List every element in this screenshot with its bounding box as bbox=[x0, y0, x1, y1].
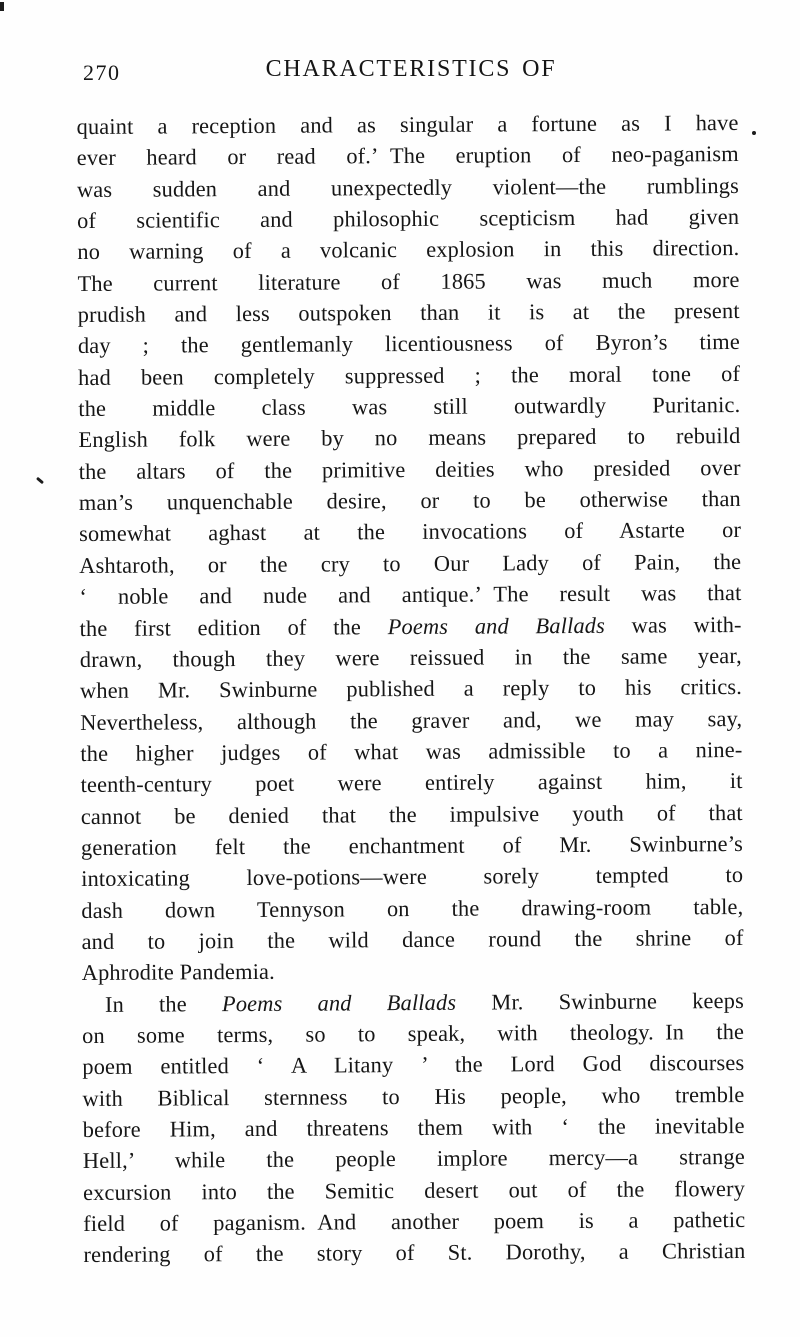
text-segment: rendering of the story of St. Dorothy, a Christian bbox=[83, 1238, 746, 1268]
text-segment: of scientific and philosophic scepticism had given bbox=[77, 204, 740, 234]
text-segment: Ashtaroth, or the cry to Our Lady of Pain, the bbox=[79, 548, 742, 578]
text-line bbox=[80, 703, 742, 738]
text-line bbox=[81, 922, 743, 957]
text-segment: teenth-century poet were entirely against him, it bbox=[80, 768, 743, 798]
text-segment: field of paganism. And another poem is a pathetic bbox=[83, 1206, 746, 1237]
text-line bbox=[79, 546, 741, 581]
text-segment: quaint a reception and as singular a fortune as I have bbox=[76, 109, 739, 140]
text-segment: had been completely suppressed ; the moral tone of bbox=[78, 360, 741, 390]
text-block bbox=[76, 107, 745, 1271]
text-segment: the altars of the primitive deities who presided over bbox=[78, 454, 741, 484]
text-segment: English folk were by no means prepared to rebuild bbox=[78, 423, 741, 453]
text-line bbox=[77, 232, 739, 267]
text-line bbox=[83, 1141, 745, 1176]
italic-text: Poems and Ballads bbox=[221, 989, 457, 1016]
text-segment: cannot be denied that the impulsive youth of that bbox=[80, 799, 743, 829]
running-header: CHARACTERISTICS OF bbox=[265, 56, 557, 82]
text-line bbox=[79, 483, 741, 518]
text-segment: ‘ noble and nude and antique.’ The result was that bbox=[79, 580, 742, 610]
text-line bbox=[77, 138, 739, 173]
text-line bbox=[80, 734, 742, 769]
text-line bbox=[83, 1173, 745, 1208]
page-header bbox=[80, 54, 742, 88]
text-segment: excursion into the Semitic desert out of the flowery bbox=[82, 1175, 746, 1205]
text-line bbox=[78, 326, 740, 361]
text-segment: before Him, and threatens them with ‘ the inevitable bbox=[82, 1112, 745, 1143]
text-line bbox=[83, 1204, 745, 1239]
text-segment: day ; the gentlemanly licentiousness of Byron’s time bbox=[77, 329, 740, 359]
text-segment: was sudden and unexpectedly violent—the rumblings bbox=[76, 172, 740, 202]
text-segment: The current literature of 1865 was much more bbox=[77, 266, 740, 296]
text-line bbox=[78, 358, 740, 393]
text-segment: the higher judges of what was admissible to a nine- bbox=[80, 736, 743, 766]
paragraph bbox=[76, 107, 743, 989]
text-line bbox=[80, 671, 742, 706]
text-segment: Aphrodite Pandemia. bbox=[81, 959, 275, 986]
ink-speck bbox=[0, 2, 4, 11]
text-segment: poem entitled ‘ A Litany ’ the Lord God discourses bbox=[82, 1050, 745, 1080]
text-line bbox=[82, 1016, 744, 1051]
text-line bbox=[78, 389, 740, 424]
text-segment: was with- bbox=[604, 611, 742, 638]
text-line bbox=[81, 859, 743, 894]
text-segment: In the bbox=[104, 990, 223, 1017]
text-segment: man’s unquenchable desire, or to be otherwise than bbox=[78, 486, 741, 516]
italic-text: Poems and Ballads bbox=[387, 612, 606, 639]
text-segment: no warning of a volcanic explosion in this direction. bbox=[77, 235, 740, 265]
page-content bbox=[76, 54, 746, 1269]
text-segment: with Biblical sternness to His people, who tremble bbox=[82, 1081, 745, 1111]
text-line bbox=[79, 452, 741, 487]
text-line bbox=[81, 797, 743, 832]
text-segment: Hell,’ while the people implore mercy—a strange bbox=[82, 1144, 745, 1174]
text-line bbox=[80, 640, 742, 675]
text-line bbox=[77, 264, 739, 299]
ink-speck bbox=[36, 477, 44, 484]
text-line bbox=[81, 891, 743, 926]
text-line bbox=[79, 577, 741, 612]
text-segment: and to join the wild dance round the shrine of bbox=[81, 924, 744, 954]
text-line bbox=[82, 1079, 744, 1114]
text-segment: on some terms, so to speak, with theology. In the bbox=[82, 1018, 745, 1048]
text-line bbox=[78, 295, 740, 330]
text-segment: intoxicating love-potions—were sorely tempted to bbox=[81, 862, 744, 892]
text-segment: drawn, though they were reissued in the same year, bbox=[79, 642, 742, 672]
text-segment: somewhat aghast at the invocations of Astarte or bbox=[78, 517, 742, 547]
text-line bbox=[77, 170, 739, 205]
text-segment: the first edition of the bbox=[79, 613, 388, 641]
text-segment: when Mr. Swinburne published a reply to his critics. bbox=[79, 674, 743, 704]
text-line bbox=[76, 107, 738, 142]
text-segment: the middle class was still outwardly Puritanic. bbox=[78, 392, 741, 422]
text-segment: generation felt the enchantment of Mr. Swinburne’s bbox=[80, 830, 744, 860]
text-line bbox=[83, 1110, 745, 1145]
text-line bbox=[82, 1047, 744, 1082]
text-segment: prudish and less outspoken than it is at the present bbox=[77, 298, 740, 328]
text-line bbox=[81, 828, 743, 863]
text-segment: dash down Tennyson on the drawing-room table, bbox=[81, 893, 744, 923]
text-line bbox=[82, 953, 744, 988]
text-line bbox=[80, 765, 742, 800]
text-line bbox=[78, 420, 740, 455]
paragraph bbox=[82, 985, 746, 1271]
text-line bbox=[77, 201, 739, 236]
text-segment: Mr. Swinburne keeps bbox=[456, 987, 744, 1015]
text-line bbox=[83, 1235, 745, 1270]
text-segment: ever heard or read of.’ The eruption of neo-paganism bbox=[76, 141, 739, 171]
text-line bbox=[80, 608, 742, 643]
page-number: 270 bbox=[83, 60, 121, 85]
ink-speck bbox=[752, 131, 756, 135]
text-line bbox=[82, 985, 744, 1020]
text-line bbox=[79, 514, 741, 549]
text-segment: Nevertheless, although the graver and, we may say, bbox=[80, 705, 743, 735]
